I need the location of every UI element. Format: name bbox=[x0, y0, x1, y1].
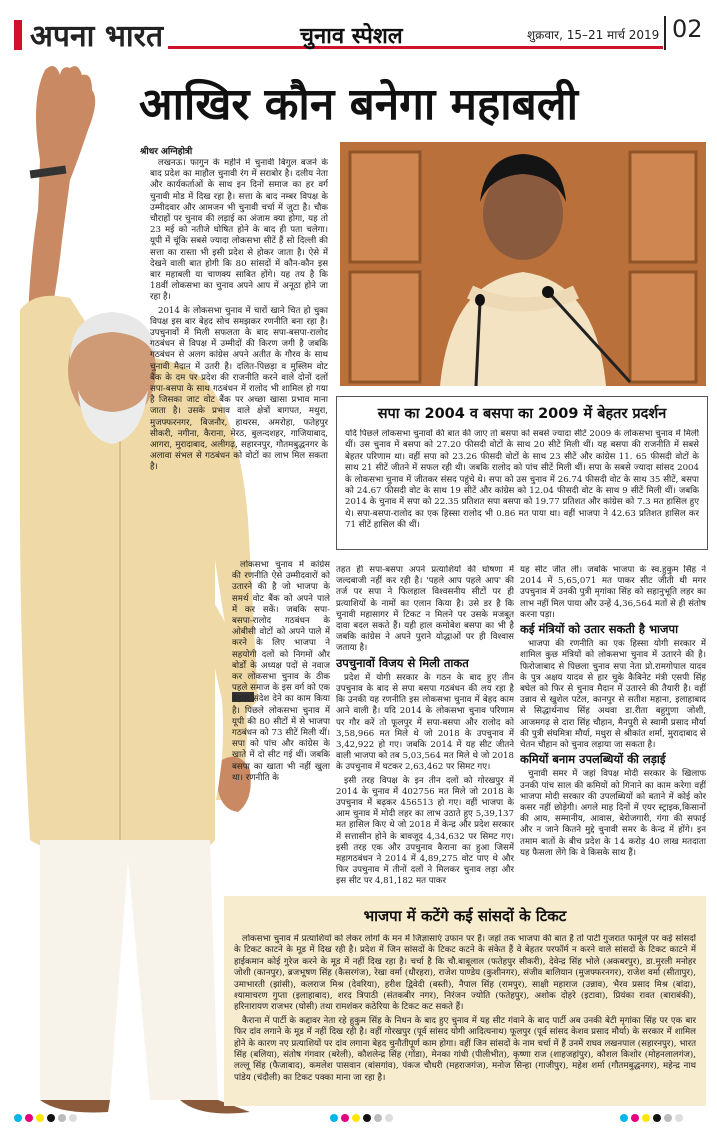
leader-portrait-photo bbox=[340, 142, 706, 386]
paragraph: तहत ही सपा-बसपा अपने प्रत्याशियों की घोषणा में जल्दबाजी नहीं कर रही है। 'पहले आप पहले आप' की तर्ज पर सपा ने फिलहाल विश्वसनीय सीटों पर ही प्रत्याशियों के नामों का एलान किया है। उसे डर है कि चुनावी महासागर में टिकट न मिलने पर उसके मजबूत दावा बदल सकते हैं। यही हाल कमोबेश बसपा का भी है जबकि कांग्रेस ने अपने पुराने योद्धाओं पर ही विश्वास जताया है। bbox=[336, 565, 514, 654]
masthead-name: अपना भारत bbox=[30, 19, 164, 54]
paragraph: यह सीट जीत ली। जबकि भाजपा के स्व.हुकुम सिंह ने 2014 में 5,65,071 मत पाकर सीट जीती थी मगर उपचुनाव में उनकी पुत्री मृगांका सिंह को सहानुभूति लहर का लाभ नहीं मिल पाया और उन्हें 4,36,564 मतों से ही संतोष करना पड़ा। bbox=[520, 565, 706, 620]
paragraph: भाजपा की रणनीति का एक हिस्सा योगी सरकार में शामिल कुछ मंत्रियों को लोकसभा चुनाव में उतारने की है। फिरोजाबाद से पिछला चुनाव सपा नेता प्रो.रामगोपाल यादव के पुत्र अक्षय यादव से हार चुके कैबिनेट मंत्री एसपी सिंह बघेल को फिर से चुनाव मैदान में उतारने की तैयारी है। वहीं उन्नाव से खुशेल पटेल, कानपुर से सतीश महाना, इलाहाबाद से सिद्धार्थनाथ सिंह अथवा डा.रीता बहुगुणा जोशी, आजमगढ़ से दारा सिंह चौहान, मैनपुरी से स्वामी प्रसाद मौर्या की पुत्री संघमित्रा मौर्या, मथुरा से श्रीकांत शर्मा, मुरादाबाद से चेतन चौहान को चुनाव लड़ाया जा सकता है। bbox=[520, 639, 706, 751]
main-headline: आखिर कौन बनेगा महाबली bbox=[138, 79, 579, 130]
paragraph: चुनावी समर में जहां विपक्ष मोदी सरकार के खिलाफ उनकी पांच साल की कमियों को गिनाने का काम करेगा वहीं भाजपा मोदी सरकार की उपलब्धियों को बताने में कोई कोर कसर नहीं छोड़ेगी। अगले माह दिनों में एयर स्ट्राइक,किसानों की आय, सम्मानीय, आवास, बेरोजगारी, गंगा की सफाई और न जाने कितने मुद्दे चुनावी समर के केन्द्र में होंगे। इन तमाम बातों के बीच प्रदेश के 14 करोड़ 40 लाख मतदाता यह फैसला लेंगे कि वे किसके साथ हैं। bbox=[520, 769, 706, 858]
masthead-rule bbox=[168, 46, 663, 49]
article-column-1-continued bbox=[232, 560, 330, 890]
ticket-box-title: भाजपा में कटेंगे कई सांसदों के टिकट bbox=[363, 907, 567, 925]
subheading: उपचुनावों विजय से मिली ताकत bbox=[336, 655, 469, 670]
paragraph: कैराना में पार्टी के कद्दावर नेता रहे हुकुम सिंह के निधन के बाद हुए चुनाव में यह सीट गंवाने के बाद पार्टी अब उनकी बेटी मृगांका सिंह पर एक बार फिर दांव लगाने के मूड में नहीं दिख रही है। वहीं गोरखपुर (पूर्व सांसद योगी आदित्यनाथ) फूलपुर (पूर्व सांसद केशव प्रसाद मौर्या) के सरकार में शामिल होने के कारण नए प्रत्याशियों पर दांव लगाना बेहद चुनौतीपूर्ण काम होगा। वहीं जिन सांसदों के नाम चर्चा में हैं उनमें राघव लखनपाल (सहारनपुर), भारत सिंह (बलिया), संतोष गंगवार (बरेली), कौशलेन्द्र सिंह (गोंडा), मेनका गांधी (पीलीभीत), कृष्णा राज (शाहजहांपुर), कौशल किशोर (मोहनलालगंज), लल्लू सिंह (फैजाबाद), कमलेश पासवान (बांसगांव), पंकज चौधरी (महराजगंज), मनोज सिन्हा (गाजीपुर), महेश शर्मा (गौतमबुद्धनगर), महेन्द्र नाथ पांडेय (चंदौली) का टिकट पक्का माना जा रहा है। bbox=[234, 1015, 696, 1083]
paragraph: लखनऊ। फागुन के महीने में चुनावी बिगुल बजने के बाद प्रदेश का माहौल चुनावी रंग में सराबोर है। दलीय नेता और कार्यकर्ताओं के साथ इन दिनों समाज का हर वर्ग चुनावी मोड में दिख रहा है। सत्ता के बाद नम्बर विपक्ष के उम्मीदवार और आमजन भी चुनावी चर्चा में जुटा है। चौक चौराहों पर चुनाव की लड़ाई का अंजाम क्या होगा, यह तो 23 मई को नतीजे घोषित होने के बाद ही पता चलेगा। यूपी में चूंकि सबसे ज्यादा लोकसभा सीटें हैं सो दिल्ली की सत्ता का रास्ता भी इसी प्रदेश से होकर जाता है। ऐसे में देखने वाली बात होगी कि 80 सांसदों में कौन-कौन इस बार महाबली या चाणक्य साबित होंगे। यह तय है कि 18वीं लोकसभा का चुनाव अपने आप में अनूठा होने जा रहा है। bbox=[150, 158, 328, 303]
registration-marks-left bbox=[14, 1113, 77, 1123]
section-title: चुनाव स्पेशल bbox=[300, 23, 403, 49]
subheading: कई मंत्रियों को उतार सकती है भाजपा bbox=[520, 622, 679, 637]
paragraph: इसी तरह विपक्ष के इन तीन दलों को गोरखपुर में 2014 के चुनाव में 402756 मत मिले जो 2018 के उपचुनाव में बढ़कर 456513 हो गए। वहीं भाजपा के आम चुनाव में मोदी लहर का लाभ उठाते हुए 5,39,137 मत हासिल किए थे जो 2018 में केन्द्र और प्रदेश सरकार में सत्तासीन होने के बावजूद 4,34,632 पर सिमट गए। इसी तरह एक और उपचुनाव कैराना का हुआ जिसमें महागठबंधन ने 2014 में 4,89,275 वोट पाए थे और फिर उपचुनाव में तीनों दलों ने मिलकर चुनाव लड़ा और इस सीट पर 4,81,182 मत पाकर bbox=[336, 775, 514, 887]
byline: श्रीधर अग्निहोत्री bbox=[140, 147, 193, 157]
paragraph: लोकसभा चुनाव में प्रत्याशियों को लेकर लोगों के मन में जिज्ञासाएं उफान पर हैं। जहां तक भाजपा की बात है तो पार्टी गुजरात फार्मूले पर कई सांसदों के टिकट काटने के मूड में दिख रही है। प्रदेश में जिन सांसदों के टिकट कटने के संकेत हैं वे बेहतर परफॉर्म न करने वाले सांसदों के टिकट काटने में हाईकमान कोई गुरेज करने के मूड में नहीं दिख रहा है। चर्चा है कि चौ.बाबूलाल (फतेहपुर सीकरी), देवेन्द्र सिंह भोले (अकबरपुर), डा.मुरली मनोहर जोशी (कानपुर), ब्रजभूषण सिंह (कैसरगंज), रेखा वर्मा (धौरहरा), राजेश पाण्डेय (कुशीनगर), संजीव बालियान (मुजफ्फरनगर), राजेश वर्मा (सीतापुर), उमाभारती (झांसी), कलराज मिश्र (देवरिया), हरीश द्विवेदी (बस्ती), नैपाल सिंह (रामपुर), साक्षी महाराज (उन्नाव), भैरव प्रसाद मिश्र (बांदा), श्यामाचरण गुप्ता (इलाहाबाद), शरद त्रिपाठी (संतकबीर नगर), निरंजन ज्योति (फतेहपुर), अशोक दोहरे (इटावा), प्रियंका रावत (बाराबंकी), हरिनारायण राजभर (घोसी) तथा रामशंकर कठेरिया के टिकट कट सकते हैं। bbox=[234, 934, 696, 1013]
paragraph: 2014 के लोकसभा चुनाव में चारों खाने चित हो चुका विपक्ष इस बार बेहद सोच समझकर रणनीति बना रहा है। उपचुनावों में मिली सफलता के बाद सपा-बसपा-रालोद गठबंधन से विपक्ष में उम्मीदों की किरण जगी है जबकि गठबंधन से अलग कांग्रेस अपने अतीत के गौरव के साथ चुनावी मैदान में उतरी है। दलित-पिछड़ा व मुस्लिम वोट बैंक के दम पर प्रदेश की राजनीति करने वाले दोनों दलों सपा-बसपा के साथ गठबंधन में रालोद भी शामिल हो गया है जिसका जाट वोट बैंक पर अच्छा खासा प्रभाव माना जाता है। उसके प्रभाव वाले क्षेत्रों बागपत, मथुरा, मुजफ्फरनगर, बिजनौर, हाथरस, अमरोहा, फतेहपुर सीकरी, नगीना, कैराना, मेरठ, बुलन्दशहर, गाजियाबाद, आगरा, मुरादाबाद, अलीगढ़, सहारनपुर, गौतमबुद्धनगर के अलावा संभल से गठबंधन को वोटों का लाभ मिल सकता है। bbox=[150, 305, 328, 473]
article-column-3 bbox=[520, 565, 706, 895]
paragraph: लोकसभा चुनाव में कांग्रेस की रणनीति ऐसे उम्मीदवारों को उतारने की है जो भाजपा के समर्थ वोट बैंक को अपने पाले में कर सकें। जबकि सपा-बसपा-रालोद गठबंधन के ओबीसी वोटों को अपने पाले में करने के लिए भाजपा ने सहयोगी दलों को निगमों और बोर्डों के अध्यक्ष पदों से नवाज कर लोकसभा चुनाव के ठीक पहले समाज के इस वर्ग को एक बेहतर संदेश देने का काम किया है। पिछले लोकसभा चुनाव में यूपी की 80 सीटों में से भाजपा गठबंधन को 73 सीटें मिली थीं। सपा को पांच और कांग्रेस के खाते में दो सीट गई थीं। जबकि बसपा का खाता भी नहीं खुला था। रणनीति के bbox=[232, 560, 330, 783]
page-number: 02 bbox=[672, 15, 703, 43]
subheading: कमियों बनाम उपलब्धियों की लड़ाई bbox=[520, 752, 666, 767]
ticket-box bbox=[224, 896, 706, 1106]
issue-date: शुक्रवार, 15–21 मार्च 2019 bbox=[527, 28, 660, 42]
registration-marks-center bbox=[330, 1113, 393, 1123]
article-column-2 bbox=[336, 565, 514, 895]
registration-marks-right bbox=[620, 1113, 683, 1123]
masthead-red-block bbox=[14, 20, 22, 50]
ticket-box-text bbox=[234, 934, 696, 1102]
masthead-divider bbox=[664, 16, 666, 50]
paragraph: प्रदेश में योगी सरकार के गठन के बाद हुए तीन उपचुनाव के बाद से सपा बसपा गठबंधन की लय रहा है कि उनकी यह रणनीति इस लोकसभा चुनाव में बेहद काम आने वाली है। यदि 2014 के लोकसभा चुनाव परिणाम पर गौर करें तो फूलपुर में सपा-बसपा और रालोद को 3,58,966 मत मिले थे जो 2018 के उपचुनाव में 3,42,922 हो गए। जबकि 2014 में यह सीट जीतने वाली भाजपा को तब 5,03,564 मत मिले थे जो 2018 के उपचुनाव में घटकर 2,63,462 पर सिमट गए। bbox=[336, 672, 514, 773]
stats-box bbox=[336, 396, 708, 550]
stats-box-text: यदि पिछले लोकसभा चुनावों की बात की जाए तो बसपा को सबसे ज्यादा सीटें 2009 के लोकसभा चुनाव में मिली थीं। उस चुनाव में बसपा को 27.20 फीसदी वोटों के साथ 20 सीटें मिली थीं। यह बसपा की राजनीति में सबसे बेहतर परिणाम था। वहीं सपा को 23.26 फीसदी वोटों के साथ 23 सीटें और कांग्रेस 11. 65 फीसदी वोटों के साथ 21 सीटें जीतने में सफल रही थी। जबकि रालोद को पांच सीटें मिली थीं। सपा के सबसे ज्यादा सांसद 2004 के लोकसभा चुनाव में जीतकर संसद पहुंचे थे। सपा को उस चुनाव में 26.74 फीसदी वोट के साथ 35 सीटें, बसपा को 24.67 फीसदी वोट के साथ 19 सीटें और कांग्रेस को 12.04 फीसदी वोट के साथ 9 सीटें मिली थीं। जबकि 2014 के चुनाव में सपा को 22.35 प्रतिशत सपा बसपा को 19.77 प्रतिशत और कांग्रेस को 7.3 मत हासिल हुए थे। सपा-बसपा-रालोद का एक हिस्सा रालोद भी 0.86 मत पाया था। वहीं भाजपा ने 42.63 प्रतिशत हासिल कर 71 सीटें हासिल की थीं। bbox=[345, 429, 699, 531]
stats-box-title: सपा का 2004 व बसपा का 2009 में बेहतर प्रदर्शन bbox=[377, 406, 667, 422]
